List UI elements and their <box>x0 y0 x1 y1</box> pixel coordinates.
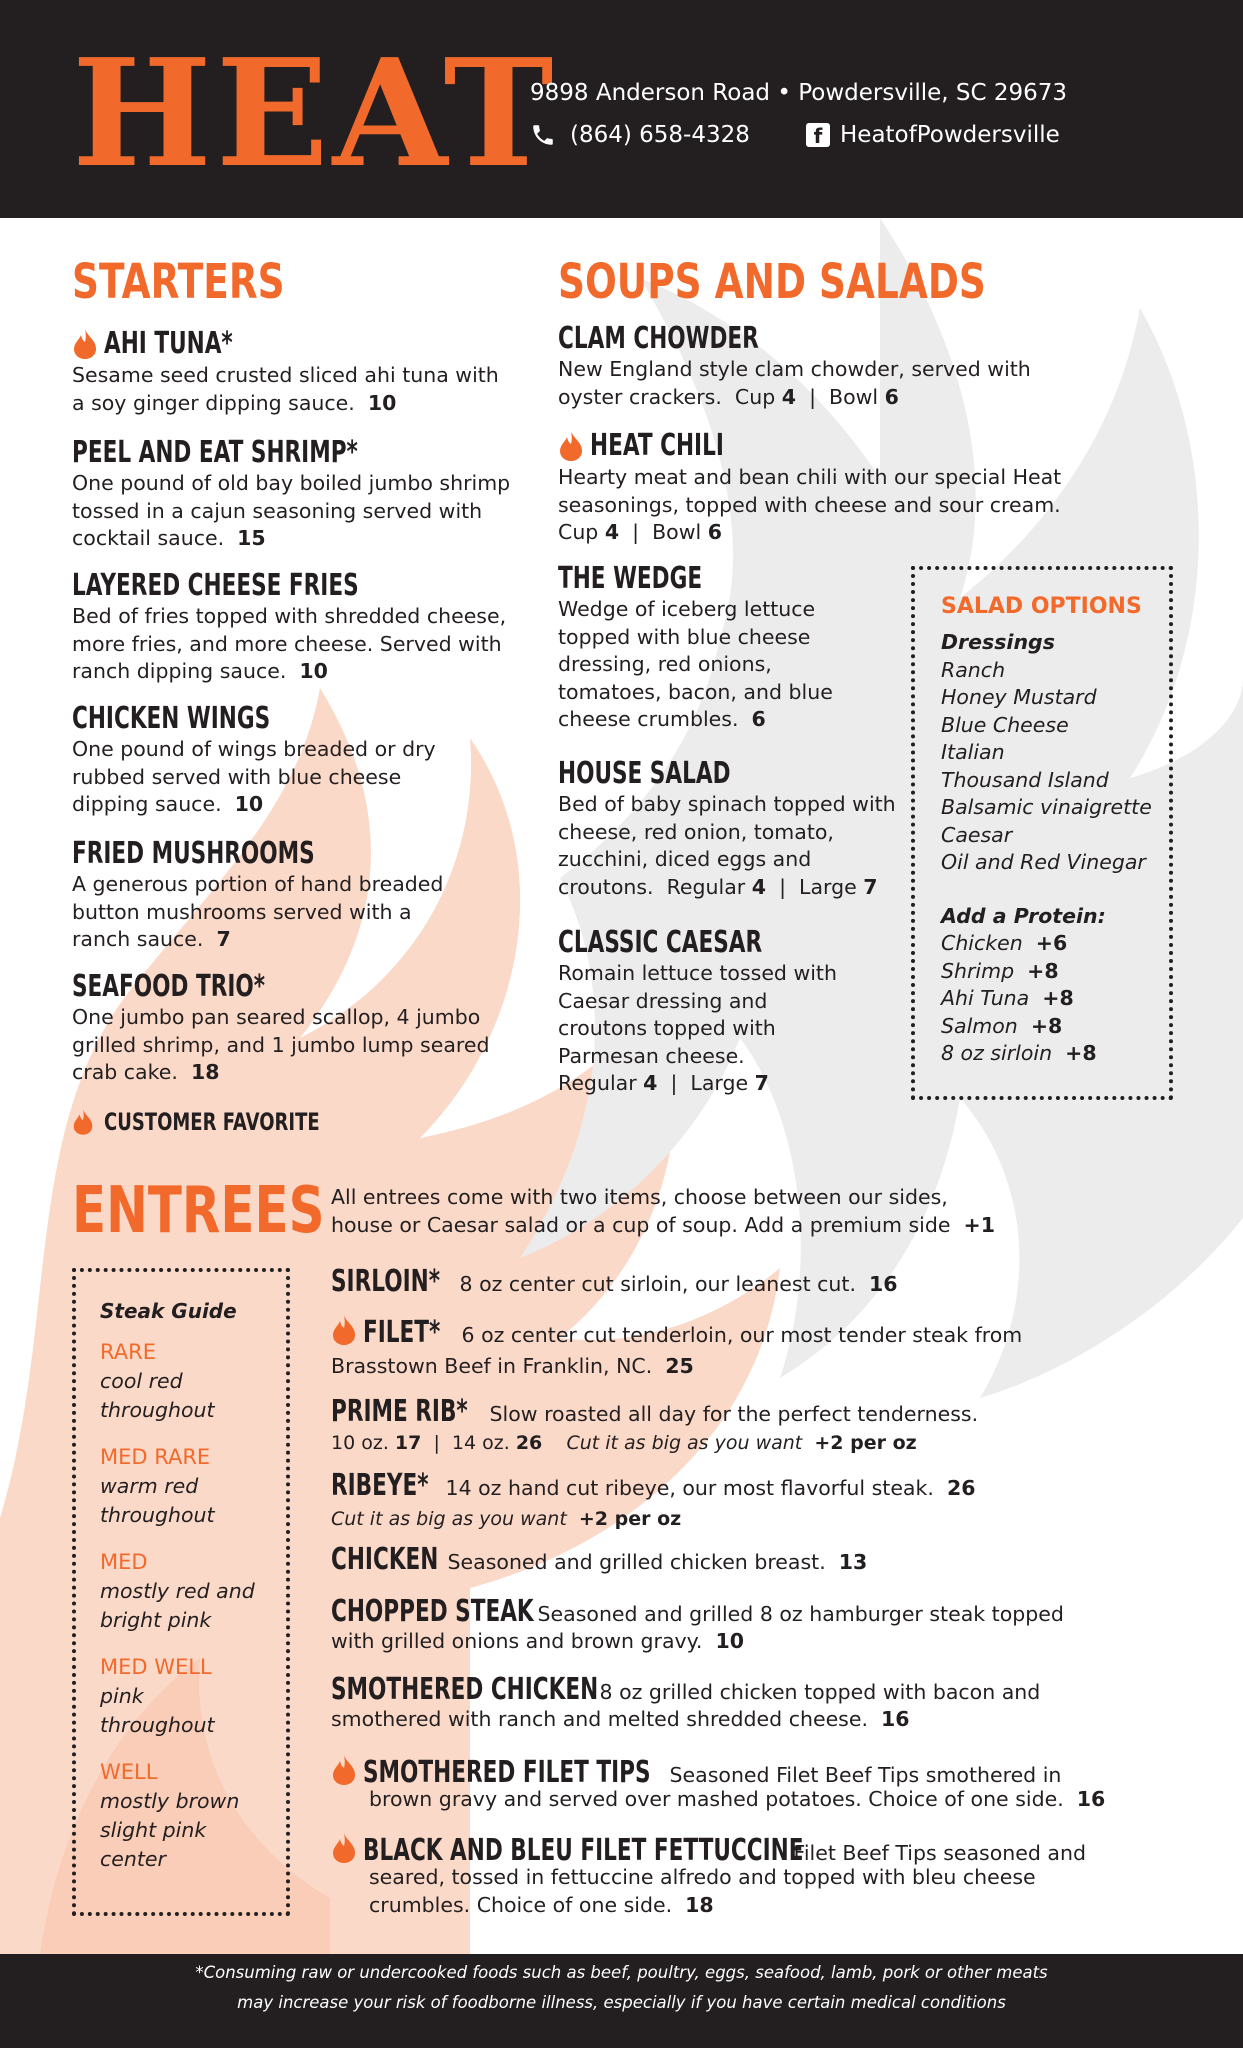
steak-guide-title: Steak Guide <box>100 1299 237 1323</box>
salad-options-box <box>911 566 1173 1100</box>
entree-item-cont: 10 oz. 17 | 14 oz. 26 Cut it as big as you want +2 per oz <box>331 1432 917 1454</box>
item-name: LAYERED CHEESE FRIES <box>72 568 359 603</box>
doneness-desc: cool red <box>100 1368 183 1393</box>
item-desc: Filet Beef Tips seasoned and <box>793 1841 1086 1865</box>
entree-item <box>331 1832 1086 1867</box>
size-label: 14 oz. <box>451 1432 510 1454</box>
extra-note: Cut it as big as you want <box>566 1432 803 1454</box>
extra-price: +2 per oz <box>814 1432 917 1454</box>
doneness-desc: throughout <box>100 1712 215 1737</box>
size-label: Large <box>690 1071 749 1095</box>
item-price: 25 <box>665 1354 694 1378</box>
dressings-label: Dressings <box>941 630 1055 654</box>
item-price: 6 <box>884 384 899 409</box>
item-price: 13 <box>838 1550 868 1574</box>
item-price: 16 <box>869 1272 898 1296</box>
item-desc: Brasstown Beef in Franklin, NC. <box>331 1354 653 1378</box>
legal-disclaimer <box>0 1958 1243 2018</box>
item-price: 7 <box>754 1071 769 1095</box>
size-label: Regular <box>558 1071 637 1095</box>
size-label: Regular <box>666 874 746 899</box>
item-desc: with grilled onions and brown gravy. <box>331 1629 703 1653</box>
item-name: FRIED MUSHROOMS <box>72 836 315 871</box>
item-desc: Seasoned Filet Beef Tips smothered in <box>669 1763 1062 1787</box>
item-desc: Seasoned and grilled 8 oz hamburger steak topped <box>537 1602 1064 1626</box>
facebook-text: HeatofPowdersville <box>840 122 1060 148</box>
dressing-item: Oil and Red Vinegar <box>941 850 1146 874</box>
entree-item-cont <box>369 1892 714 1919</box>
legal-line: *Consuming raw or undercooked foods such as beef, poultry, eggs, seafood, lamb, pork or other meats <box>195 1963 1048 1982</box>
item-price: 7 <box>863 874 878 899</box>
soup-item: HOUSE SALAD Bed of baby spinach topped with cheese, red onion, tomato, zucchini, diced eggs and croutons. Regular 4 | Large 7 <box>558 756 896 899</box>
protein-item <box>941 1040 1181 1068</box>
soup-item: CLASSIC CAESAR Romain lettuce tossed with Caesar dressing and croutons topped with Parmesan cheese. Regular 4 | Large 7 <box>558 925 837 1095</box>
item-price: 16 <box>881 1707 910 1731</box>
dressing-item: Thousand Island <box>941 767 1109 792</box>
item-name: CHOPPED STEAK <box>331 1594 534 1629</box>
item-desc: A generous portion of hand breaded button mushrooms served with a ranch sauce. <box>72 872 444 951</box>
item-price: 4 <box>643 1071 658 1095</box>
phone-text: (864) 658-4328 <box>570 122 750 148</box>
entree-item <box>331 1394 979 1429</box>
item-name: HOUSE SALAD <box>558 756 731 791</box>
item-name: BLACK AND BLEU FILET FETTUCCINE <box>363 1833 804 1868</box>
starter-item <box>72 436 512 553</box>
protein-name: Ahi Tuna <box>941 986 1030 1010</box>
entree-item <box>331 1468 976 1503</box>
doneness-desc: throughout <box>100 1502 215 1527</box>
item-price: 17 <box>394 1432 422 1454</box>
protein-item <box>941 958 1181 986</box>
protein-item <box>941 930 1181 958</box>
item-name: HEAT CHILI <box>590 428 724 463</box>
size-label: Cup <box>558 520 599 544</box>
item-price: 4 <box>751 874 767 899</box>
entree-item <box>331 1754 1061 1789</box>
protein-price: +8 <box>1030 1013 1063 1038</box>
entree-item-cont <box>331 1506 681 1533</box>
entree-item-cont <box>331 1353 694 1380</box>
logo: HEAT <box>72 26 558 200</box>
flame-icon <box>72 328 98 360</box>
customer-favorite-legend <box>72 1108 392 1136</box>
item-price: 6 <box>751 707 766 731</box>
item-price: 10 <box>715 1629 744 1653</box>
salad-options-title: SALAD OPTIONS <box>941 594 1142 619</box>
item-desc: seared, tossed in fettuccine alfredo and topped with bleu cheese <box>369 1865 1036 1889</box>
size-label: Bowl <box>652 520 702 544</box>
legal-line: may increase your risk of foodborne illness, especially if you have certain medical conditions <box>237 1993 1006 2012</box>
protein-price: +8 <box>1042 986 1074 1010</box>
entree-item-cont <box>369 1786 1105 1813</box>
dressing-item: Blue Cheese <box>941 712 1069 737</box>
doneness-desc: pink <box>100 1683 144 1708</box>
flame-icon <box>72 1108 94 1136</box>
doneness-desc: center <box>100 1846 166 1871</box>
extra-note: Cut it as big as you want <box>331 1508 567 1530</box>
item-name: CHICKEN <box>331 1542 439 1577</box>
item-name: SMOTHERED CHICKEN <box>331 1672 599 1707</box>
item-name: SIRLOIN* <box>331 1264 441 1299</box>
doneness-level: MED <box>100 1549 148 1574</box>
intro-line: All entrees come with two items, choose between our sides, <box>331 1185 948 1209</box>
size-label: Large <box>799 874 857 899</box>
item-desc: 14 oz hand cut ribeye, our most flavorful steak. <box>445 1476 934 1500</box>
item-desc: Sesame seed crusted sliced ahi tuna with a soy ginger dipping sauce. <box>72 363 499 415</box>
doneness-level: MED RARE <box>100 1444 211 1469</box>
starter-item <box>72 970 512 1087</box>
doneness-level: WELL <box>100 1759 158 1784</box>
flame-icon <box>331 1754 357 1786</box>
item-desc: smothered with ranch and melted shredded cheese. <box>331 1707 868 1731</box>
protein-price: +8 <box>1065 1041 1097 1065</box>
item-desc: Slow roasted all day for the perfect tenderness. <box>489 1402 979 1426</box>
flame-icon <box>558 430 584 462</box>
protein-price: +8 <box>1027 958 1059 983</box>
facebook-link[interactable] <box>806 122 1060 148</box>
item-price: 7 <box>216 927 231 951</box>
item-price: 16 <box>1076 1787 1106 1811</box>
starter-item <box>72 702 472 819</box>
item-desc: One pound of old bay boiled jumbo shrimp tossed in a cajun seasoning served with cocktail sauce. <box>72 471 511 550</box>
item-desc: 8 oz grilled chicken topped with bacon and <box>599 1680 1041 1704</box>
item-name: THE WEDGE <box>558 561 703 596</box>
entree-item <box>331 1672 1041 1707</box>
intro-price: +1 <box>963 1212 995 1237</box>
item-price: 18 <box>685 1893 714 1917</box>
doneness-desc: throughout <box>100 1397 215 1422</box>
address: 9898 Anderson Road • Powdersville, SC 29673 <box>530 80 1068 106</box>
entree-item <box>331 1594 1064 1629</box>
item-name: SEAFOOD TRIO* <box>72 969 266 1004</box>
size-label: Cup <box>734 384 776 409</box>
dressing-item: Balsamic vinaigrette <box>941 795 1152 819</box>
size-label: 10 oz. <box>331 1432 389 1454</box>
starter-item <box>72 837 472 954</box>
starter-item <box>72 569 512 686</box>
dressing-item: Honey Mustard <box>941 685 1097 709</box>
dressing-item: Ranch <box>941 657 1006 682</box>
item-desc: 8 oz center cut sirloin, our leanest cut. <box>459 1272 856 1296</box>
entree-item <box>331 1314 1022 1349</box>
item-price: 4 <box>604 520 620 544</box>
entree-item-cont <box>369 1864 1036 1891</box>
flame-icon <box>331 1832 357 1864</box>
item-name: PRIME RIB* <box>331 1394 468 1429</box>
item-name: CHICKEN WINGS <box>72 701 271 736</box>
item-name: CLASSIC CAESAR <box>558 925 763 960</box>
doneness-desc: mostly red and <box>100 1578 255 1603</box>
soup-item <box>558 562 858 734</box>
item-desc: Hearty meat and bean chili with our special Heat seasonings, topped with cheese and sour cream. <box>558 465 1062 517</box>
entree-item <box>331 1264 898 1299</box>
doneness-level: RARE <box>100 1339 156 1364</box>
item-desc: Wedge of iceberg lettuce topped with blue cheese dressing, red onions, tomatoes, bacon, and blue cheese crumbles. <box>558 597 833 731</box>
doneness-desc: bright pink <box>100 1607 212 1632</box>
item-price: 26 <box>515 1432 543 1454</box>
doneness-level: MED WELL <box>100 1654 212 1679</box>
entrees-title: ENTREES <box>72 1174 325 1248</box>
entree-item <box>331 1542 868 1577</box>
item-desc: Romain lettuce tossed with Caesar dressing and croutons topped with Parmesan cheese. <box>558 961 837 1068</box>
entrees-intro <box>331 1184 1191 1239</box>
item-desc: Bed of fries topped with shredded cheese, more fries, and more cheese. Served with ranch dipping sauce. <box>72 604 507 683</box>
legend-text: CUSTOMER FAVORITE <box>104 1108 320 1136</box>
size-label: Bowl <box>829 384 879 409</box>
dressing-item: Caesar <box>941 822 1013 847</box>
item-price: 26 <box>946 1476 976 1500</box>
phone-number[interactable] <box>530 122 750 148</box>
starter-item <box>72 326 512 417</box>
protein-item <box>941 1013 1181 1041</box>
item-desc: One jumbo pan seared scallop, 4 jumbo grilled shrimp, and 1 jumbo lump seared crab cake. <box>72 1005 490 1084</box>
item-price: 10 <box>367 390 397 415</box>
item-price: 15 <box>237 526 266 550</box>
starters-title: STARTERS <box>72 254 285 310</box>
doneness-desc: warm red <box>100 1473 199 1498</box>
item-desc: Bed of baby spinach topped with cheese, red onion, tomato, zucchini, diced eggs and croutons. <box>558 792 896 899</box>
item-price: 10 <box>234 792 264 816</box>
entree-item-cont <box>331 1706 910 1733</box>
protein-name: Salmon <box>941 1013 1018 1038</box>
soup-item: HEAT CHILI Hearty meat and bean chili with our special Heat seasonings, topped with cheese and sour cream. Cup 4 | Bowl 6 <box>558 428 1062 544</box>
protein-name: 8 oz sirloin <box>941 1041 1053 1065</box>
protein-name: Chicken <box>941 931 1023 955</box>
item-name: PEEL AND EAT SHRIMP* <box>72 435 358 470</box>
protein-name: Shrimp <box>941 958 1015 983</box>
item-desc: 6 oz center cut tenderloin, our most tender steak from <box>461 1323 1023 1347</box>
steak-guide-box <box>72 1268 290 1916</box>
soup-item: CLAM CHOWDER New England style clam chowder, served with oyster crackers. Cup 4 | Bowl 6 <box>558 321 1031 409</box>
flame-icon <box>331 1314 357 1346</box>
protein-price: +6 <box>1035 931 1068 955</box>
item-desc: New England style clam chowder, served with oyster crackers. <box>558 357 1031 409</box>
item-name: FILET* <box>363 1315 441 1350</box>
soups-title: SOUPS AND SALADS <box>558 254 986 310</box>
facebook-icon: f <box>806 123 830 147</box>
item-desc: One pound of wings breaded or dry rubbed served with blue cheese dipping sauce. <box>72 737 436 816</box>
dressing-item: Italian <box>941 740 1005 764</box>
doneness-desc: mostly brown <box>100 1788 240 1813</box>
protein-item <box>941 985 1181 1013</box>
item-desc: brown gravy and served over mashed potatoes. Choice of one side. <box>369 1787 1064 1811</box>
item-price: 4 <box>781 384 797 409</box>
doneness-desc: slight pink <box>100 1817 207 1842</box>
item-name: AHI TUNA* <box>104 326 233 361</box>
item-name: RIBEYE* <box>331 1468 429 1503</box>
item-name: CLAM CHOWDER <box>558 321 759 356</box>
item-price: 6 <box>707 520 722 544</box>
item-price: 10 <box>299 659 328 683</box>
item-desc: Seasoned and grilled chicken breast. <box>447 1550 826 1574</box>
phone-icon <box>530 122 556 148</box>
entree-item-cont <box>331 1628 744 1655</box>
item-name: SMOTHERED FILET TIPS <box>363 1755 651 1790</box>
protein-label: Add a Protein: <box>941 903 1106 928</box>
item-price: 18 <box>190 1060 220 1084</box>
extra-price: +2 per oz <box>578 1508 682 1530</box>
intro-line: house or Caesar salad or a cup of soup. Add a premium side <box>331 1212 951 1237</box>
item-desc: crumbles. Choice of one side. <box>369 1893 673 1917</box>
